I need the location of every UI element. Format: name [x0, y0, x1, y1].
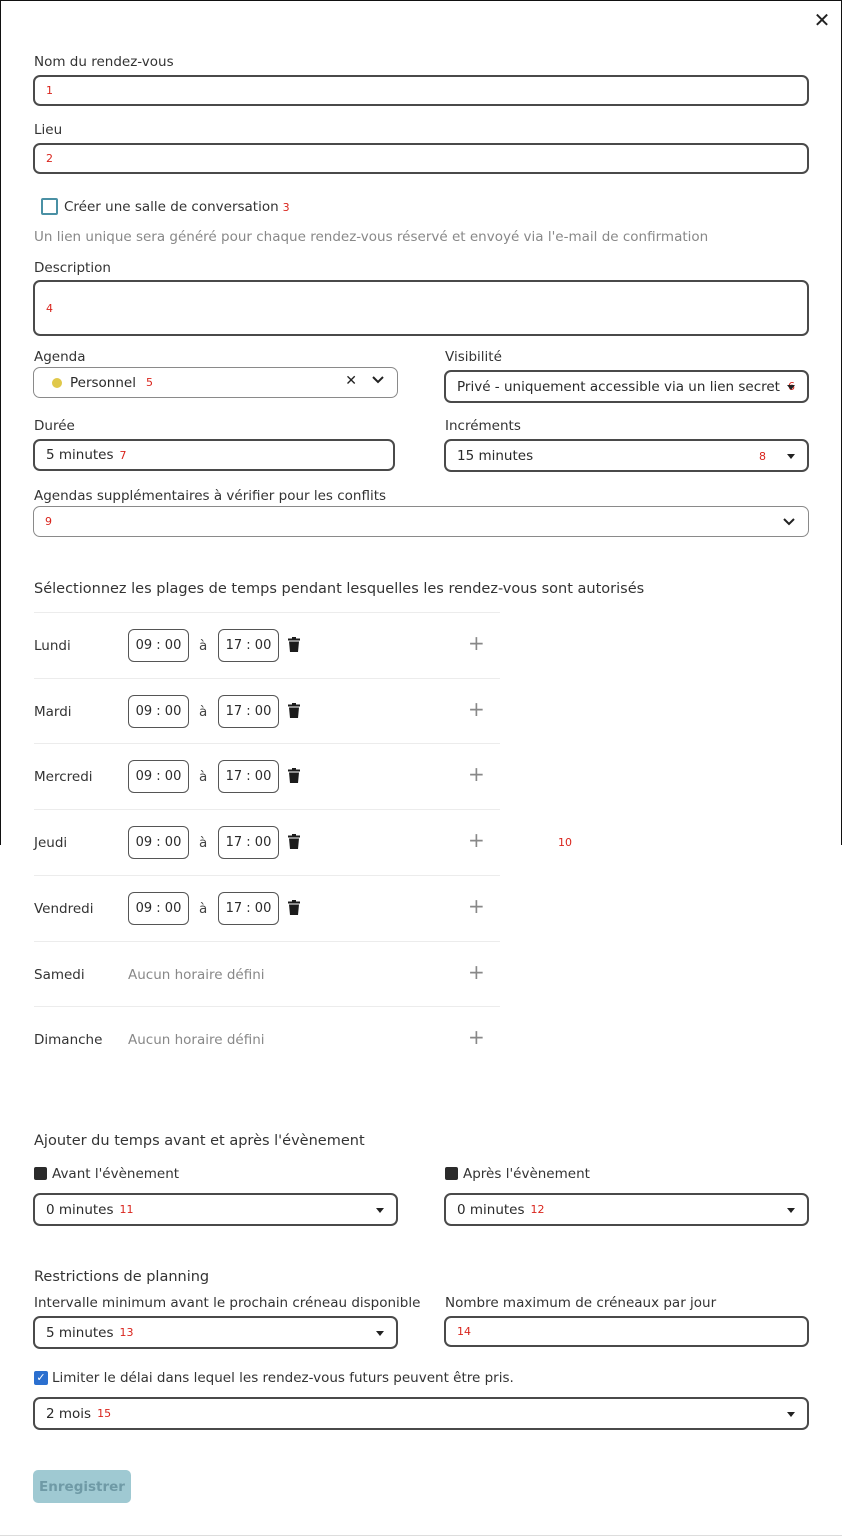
start-time-input[interactable]: 09 : 00	[128, 629, 189, 662]
before-event-checkbox[interactable]	[34, 1167, 47, 1180]
add-slot-icon[interactable]: +	[468, 762, 485, 787]
increments-label: Incréments	[445, 418, 521, 434]
increments-select[interactable]	[444, 439, 809, 472]
start-time-input[interactable]: 09 : 00	[128, 695, 189, 728]
marker: 9	[45, 515, 52, 528]
caret-down-icon	[787, 1208, 795, 1213]
trash-icon[interactable]	[288, 768, 300, 783]
schedule-row-6	[34, 1006, 500, 1072]
trash-icon[interactable]	[288, 703, 300, 718]
day-name: Dimanche	[34, 1032, 103, 1049]
caret-down-icon	[787, 1412, 795, 1417]
duration-input[interactable]	[33, 439, 395, 471]
chat-room-text: Créer une salle de conversation	[64, 199, 279, 215]
before-event-value: 0 minutes	[46, 1201, 114, 1218]
caret-down-icon	[376, 1208, 384, 1213]
day-name: Lundi	[34, 638, 71, 654]
end-time-input[interactable]: 17 : 00	[218, 892, 279, 925]
marker: 2	[46, 152, 53, 165]
max-slots-input[interactable]	[444, 1316, 809, 1347]
marker: 8	[759, 450, 766, 463]
schedule-row-5	[34, 941, 500, 1007]
schedule-row-1	[34, 678, 500, 744]
time-separator: à	[199, 638, 208, 654]
marker: 12	[530, 1203, 545, 1216]
end-time-input[interactable]: 17 : 00	[218, 760, 279, 793]
add-slot-icon[interactable]: +	[468, 828, 485, 853]
after-event-label: Après l'évènement	[463, 1166, 590, 1182]
caret-down-icon	[787, 385, 795, 390]
no-schedule-text: Aucun horaire défini	[128, 1032, 265, 1049]
end-time-input[interactable]: 17 : 00	[218, 826, 279, 859]
extra-calendars-label: Agendas supplémentaires à vérifier pour les conflits	[34, 488, 387, 504]
marker: 7	[119, 448, 127, 462]
trash-icon[interactable]	[288, 834, 300, 849]
buffer-title: Ajouter du temps avant et après l'évènement	[34, 1133, 365, 1149]
time-separator: à	[199, 835, 208, 852]
duration-label: Durée	[34, 418, 75, 434]
add-slot-icon[interactable]: +	[468, 893, 485, 918]
time-separator: à	[199, 769, 208, 786]
add-slot-icon[interactable]: +	[468, 696, 485, 721]
limit-future-checkbox[interactable]: ✓	[34, 1371, 48, 1385]
limit-future-label: Limiter le délai dans lequel les rendez-vous futurs peuvent être pris.	[52, 1370, 514, 1386]
increments-value: 15 minutes	[457, 447, 534, 464]
end-time-input[interactable]: 17 : 00	[218, 629, 279, 662]
duration-value: 5 minutes	[46, 447, 114, 463]
chevron-down-icon[interactable]	[371, 372, 385, 390]
extra-calendars-select[interactable]	[33, 506, 809, 537]
clear-icon[interactable]: ✕	[345, 373, 357, 389]
before-event-label: Avant l'évènement	[52, 1166, 180, 1182]
add-slot-icon[interactable]: +	[468, 1025, 485, 1050]
marker: 1	[46, 84, 53, 97]
after-event-value: 0 minutes	[457, 1201, 525, 1218]
calendar-value: Personnel	[70, 374, 136, 391]
min-interval-value: 5 minutes	[46, 1324, 114, 1341]
visibility-label: Visibilité	[445, 349, 502, 365]
after-event-select[interactable]	[444, 1193, 809, 1226]
visibility-select[interactable]	[444, 370, 809, 403]
save-button[interactable]: Enregistrer	[33, 1470, 131, 1503]
calendar-select[interactable]	[33, 367, 398, 398]
marker: 3	[282, 201, 290, 214]
description-label: Description	[34, 260, 111, 276]
schedule-row-4	[34, 875, 500, 941]
marker: 14	[457, 1325, 471, 1338]
future-window-select[interactable]	[33, 1397, 809, 1430]
marker: 10	[558, 836, 572, 849]
marker: 5	[145, 376, 153, 389]
before-event-select[interactable]	[33, 1193, 398, 1226]
close-icon[interactable]: ✕	[813, 8, 831, 32]
time-separator: à	[199, 703, 208, 720]
start-time-input[interactable]: 09 : 00	[128, 826, 189, 859]
name-label: Nom du rendez-vous	[34, 54, 174, 70]
calendar-label: Agenda	[34, 349, 86, 365]
location-label: Lieu	[34, 122, 63, 138]
location-input[interactable]	[33, 143, 809, 174]
chevron-down-icon[interactable]	[782, 514, 796, 532]
marker: 15	[97, 1407, 112, 1420]
future-window-value: 2 mois	[46, 1405, 92, 1422]
add-slot-icon[interactable]: +	[468, 631, 485, 655]
schedule-row-2	[34, 743, 500, 809]
schedule-title: Sélectionnez les plages de temps pendant lesquelles les rendez-vous sont autorisés	[34, 581, 645, 597]
day-name: Mercredi	[34, 769, 93, 786]
marker: 11	[119, 1203, 134, 1216]
calendar-color-dot	[52, 378, 62, 388]
min-interval-select[interactable]	[33, 1316, 398, 1349]
trash-icon[interactable]	[288, 637, 300, 652]
start-time-input[interactable]: 09 : 00	[128, 760, 189, 793]
time-separator: à	[199, 900, 208, 917]
caret-down-icon	[376, 1331, 384, 1336]
add-slot-icon[interactable]: +	[468, 959, 485, 984]
description-textarea[interactable]	[33, 280, 809, 336]
chat-room-hint: Un lien unique sera généré pour chaque rendez-vous réservé et envoyé via l'e-mail de confirmation	[34, 229, 709, 245]
chat-room-checkbox[interactable]	[41, 198, 58, 215]
day-name: Mardi	[34, 703, 72, 720]
max-slots-label: Nombre maximum de créneaux par jour	[445, 1295, 717, 1311]
marker: 13	[119, 1326, 134, 1339]
marker: 4	[46, 301, 53, 315]
min-interval-label: Intervalle minimum avant le prochain créneau disponible	[34, 1295, 421, 1311]
visibility-value: Privé - uniquement accessible via un lien secret	[457, 378, 780, 395]
caret-down-icon	[787, 454, 795, 459]
end-time-input[interactable]: 17 : 00	[218, 695, 279, 728]
restrictions-title: Restrictions de planning	[34, 1269, 210, 1285]
day-name: Vendredi	[34, 900, 94, 917]
marker: 6	[787, 380, 795, 393]
schedule-row-0	[34, 612, 500, 678]
trash-icon[interactable]	[288, 900, 300, 915]
after-event-checkbox[interactable]	[445, 1167, 458, 1180]
schedule-row-3	[34, 809, 500, 875]
day-name: Jeudi	[34, 835, 68, 852]
name-input[interactable]	[33, 75, 809, 106]
start-time-input[interactable]: 09 : 00	[128, 892, 189, 925]
day-name: Samedi	[34, 966, 85, 983]
no-schedule-text: Aucun horaire défini	[128, 966, 265, 983]
chat-room-label	[64, 199, 290, 215]
